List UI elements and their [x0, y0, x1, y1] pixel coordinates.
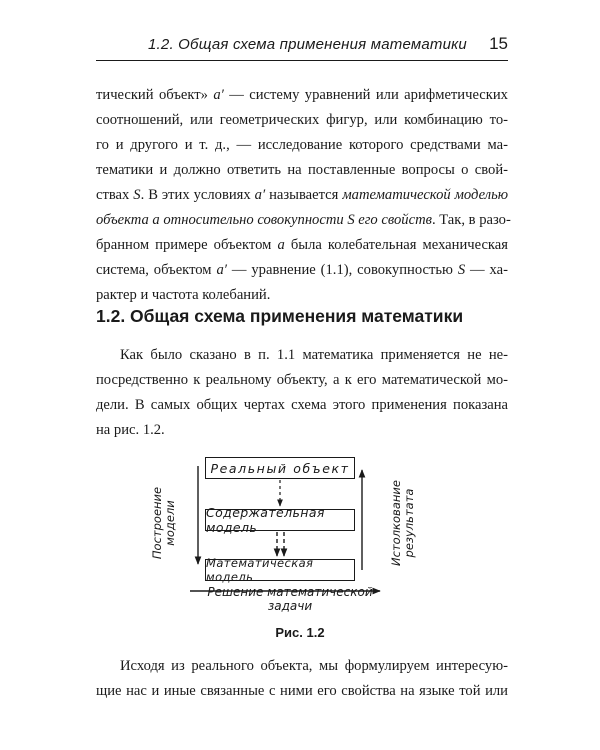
- paragraph-1: [96, 83, 511, 308]
- figure-caption: Рис. 1.2: [275, 625, 325, 640]
- running-head-title: 1.2. Общая схема применения математики: [148, 36, 467, 53]
- text-line: тический объект» a′ — систему уравнений или арифметических: [96, 87, 508, 103]
- box-real-object: Реальный объект: [205, 457, 355, 479]
- text-line: ствах S. В этих условиях a′ называется математической моделью: [96, 187, 509, 203]
- text-line: тематики и должно ответить на поставленные вопросы о свой-: [96, 162, 508, 178]
- text-line: рактер и частота колебаний.: [96, 287, 271, 303]
- section-heading: 1.2. Общая схема применения математики: [96, 306, 464, 326]
- header-rule: [96, 60, 508, 61]
- text-line: го и другого и т. д., — исследование которого средствами ма-: [96, 137, 508, 153]
- label-problem-solution: Решение математической задачи: [207, 585, 373, 613]
- running-head: [96, 34, 508, 54]
- text-line: дели. В самых общих чертах схема этого применения показана: [96, 397, 508, 413]
- figure-scheme: [150, 452, 450, 622]
- label-result-interpretation: Истолкование результата: [389, 480, 416, 566]
- text-line: Исходя из реального объекта, мы формулируем интересую-: [120, 658, 508, 674]
- text-line: объекта a относительно совокупности S его свойств. Так, в разо-: [96, 212, 511, 228]
- text-line: бранном примере объектом a была колебательная механическая: [96, 237, 508, 253]
- text-line: соотношений, или геометрических фигур, или комбинацию то-: [96, 112, 508, 128]
- page-number: 15: [489, 34, 508, 53]
- text-line: система, объектом a′ — уравнение (1.1), совокупностью S — ха-: [96, 262, 508, 278]
- text-line: на рис. 1.2.: [96, 422, 165, 438]
- text-line: Как было сказано в п. 1.1 математика применяется не не-: [120, 347, 508, 363]
- box-content-model: Содержательная модель: [205, 509, 355, 531]
- paragraph-3: [96, 654, 508, 704]
- paragraph-2: [96, 343, 508, 443]
- box-math-model: Математическая модель: [205, 559, 355, 581]
- text-line: посредственно к реальному объекту, а к его математической мо-: [96, 372, 508, 388]
- label-model-construction: Построение модели: [150, 486, 177, 560]
- text-line: щие нас и иные связанные с ними его свойства на языке той или: [96, 683, 508, 699]
